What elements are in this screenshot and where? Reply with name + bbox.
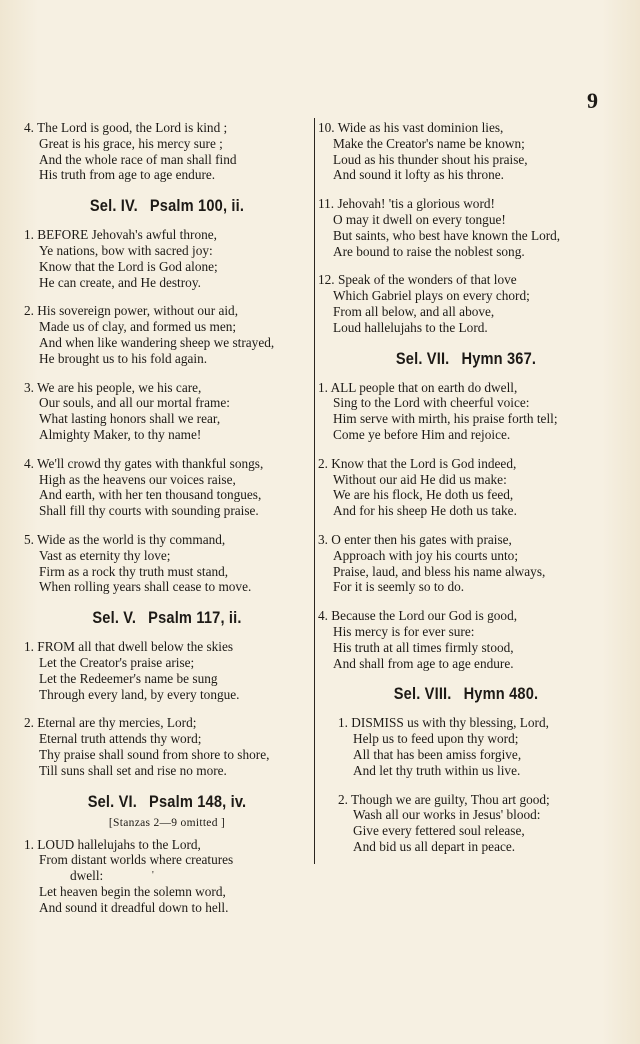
verse-line: Almighty Maker, to thy name! bbox=[39, 426, 202, 442]
selection-title: Psalm 148, iv. bbox=[149, 791, 247, 811]
verse-line: Praise, laud, and bless his name always, bbox=[333, 563, 546, 579]
verse-line: 2. His sovereign power, without our aid, bbox=[24, 303, 239, 319]
verse-line: And the whole race of man shall find bbox=[39, 151, 237, 167]
verse-line: His mercy is for ever sure: bbox=[333, 623, 475, 639]
verse-line: His truth at all times firmly stood, bbox=[333, 639, 514, 655]
verse-line: Give every fettered soul release, bbox=[353, 823, 525, 839]
selection-label: Sel. VII. bbox=[395, 348, 450, 368]
stanza bbox=[318, 715, 614, 778]
verse-line: 2. Eternal are thy mercies, Lord; bbox=[24, 715, 197, 731]
verse-line: We are his flock, He doth us feed, bbox=[333, 487, 514, 503]
printer-mark: ' bbox=[152, 870, 154, 881]
left-column bbox=[24, 120, 310, 928]
verse-line: 12. Speak of the wonders of that love bbox=[318, 272, 517, 288]
verse-line: Help us to feed upon thy word; bbox=[353, 731, 519, 747]
verse-line: Come ye before Him and rejoice. bbox=[333, 426, 511, 442]
selection-label: Sel. VIII. bbox=[393, 684, 452, 704]
verse-line: 5. Wide as the world is thy command, bbox=[24, 531, 226, 547]
verse-line: Are bound to raise the noblest song. bbox=[333, 243, 525, 259]
verse-line: 3. O enter then his gates with praise, bbox=[318, 531, 512, 547]
stanza bbox=[24, 532, 310, 595]
selection-title: Psalm 100, ii. bbox=[149, 196, 245, 216]
selection-heading bbox=[339, 684, 594, 704]
stanza bbox=[318, 272, 614, 335]
verse-line: When rolling years shall cease to move. bbox=[39, 579, 252, 595]
verse-line: What lasting honors shall we rear, bbox=[39, 411, 221, 427]
selection-heading bbox=[44, 608, 290, 628]
verse-line: 4. The Lord is good, the Lord is kind ; bbox=[24, 120, 228, 135]
verse-line: Shall fill thy courts with sounding praise. bbox=[39, 503, 259, 519]
verse-line: Firm as a rock thy truth must stand, bbox=[39, 563, 229, 579]
stanza bbox=[318, 456, 614, 519]
verse-line: Loud hallelujahs to the Lord. bbox=[333, 319, 488, 335]
verse-line: Know that the Lord is God alone; bbox=[39, 258, 218, 274]
selection-label: Sel. IV. bbox=[89, 196, 138, 216]
verse-line: Let the Redeemer's name be sung bbox=[39, 670, 218, 686]
verse-line: Till suns shall set and rise no more. bbox=[39, 762, 227, 778]
verse-line: And earth, with her ten thousand tongues, bbox=[39, 487, 262, 503]
stanza bbox=[24, 715, 310, 778]
verse-line: And sound it dreadful down to hell. bbox=[39, 899, 229, 915]
verse-line: High as the heavens our voices raise, bbox=[39, 471, 236, 487]
verse-line: But saints, who best have known the Lord, bbox=[333, 227, 561, 243]
stanza bbox=[24, 380, 310, 443]
verse-line: Approach with joy his courts unto; bbox=[333, 547, 519, 563]
stanza bbox=[24, 456, 310, 519]
verse-line: dwell: bbox=[70, 868, 104, 884]
stanza bbox=[24, 837, 310, 916]
verse-line: Ye nations, bow with sacred joy: bbox=[39, 242, 213, 258]
verse-line: 11. Jehovah! 'tis a glorious word! bbox=[318, 196, 495, 212]
stanza bbox=[318, 608, 614, 671]
verse-line: From distant worlds where creatures bbox=[39, 852, 234, 868]
verse-line: 4. Because the Lord our God is good, bbox=[318, 608, 518, 624]
verse-line: 2. Though we are guilty, Thou art good; bbox=[338, 791, 550, 807]
verse-line: 1. FROM all that dwell below the skies bbox=[24, 639, 234, 655]
verse-line: Sing to the Lord with cheerful voice: bbox=[333, 395, 530, 411]
selection-title: Psalm 117, ii. bbox=[148, 608, 242, 628]
stanza bbox=[24, 227, 310, 290]
verse-line: And bid us all depart in peace. bbox=[353, 838, 516, 854]
page-number: 9 bbox=[587, 88, 598, 113]
verse-line: Let the Creator's praise arise; bbox=[39, 654, 195, 670]
stanza-4-top bbox=[24, 120, 310, 183]
verse-line: From all below, and all above, bbox=[333, 303, 495, 319]
verse-line: Made us of clay, and formed us men; bbox=[39, 319, 237, 335]
verse-line: And for his sheep He doth us take. bbox=[333, 503, 517, 519]
verse-line: And let thy truth within us live. bbox=[353, 762, 521, 778]
verse-line: 2. Know that the Lord is God indeed, bbox=[318, 455, 517, 471]
stanza bbox=[318, 532, 614, 595]
stanza bbox=[24, 303, 310, 366]
selection-heading bbox=[44, 196, 290, 216]
verse-line: 10. Wide as his vast dominion lies, bbox=[318, 120, 504, 135]
verse-line: And sound it lofty as his throne. bbox=[333, 167, 505, 183]
selection-label: Sel. VI. bbox=[87, 791, 138, 811]
selection-title: Hymn 480. bbox=[463, 684, 539, 704]
verse-line: Vast as eternity thy love; bbox=[39, 547, 171, 563]
right-column bbox=[318, 120, 614, 868]
verse-line: O may it dwell on every tongue! bbox=[333, 211, 506, 227]
stanza bbox=[24, 639, 310, 702]
verse-line: Through every land, by every tongue. bbox=[39, 686, 240, 702]
verse-line: Eternal truth attends thy word; bbox=[39, 731, 202, 747]
verse-line: 1. LOUD hallelujahs to the Lord, bbox=[24, 836, 201, 852]
stanza bbox=[318, 792, 614, 855]
verse-line: Loud as his thunder shout his praise, bbox=[333, 151, 528, 167]
verse-line: 1. DISMISS us with thy blessing, Lord, bbox=[338, 715, 549, 731]
verse-line: His truth from age to age endure. bbox=[39, 167, 216, 183]
omission-note: [Stanzas 2—9 omitted ] bbox=[108, 816, 226, 829]
verse-line: And when like wandering sheep we strayed, bbox=[39, 334, 275, 350]
verse-line: Make the Creator's name be known; bbox=[333, 135, 525, 151]
selection-heading bbox=[44, 792, 290, 812]
verse-line: Our souls, and all our mortal frame: bbox=[39, 395, 230, 411]
verse-line: All that has been amiss forgive, bbox=[353, 746, 522, 762]
verse-line: Which Gabriel plays on every chord; bbox=[333, 288, 530, 304]
verse-line: Thy praise shall sound from shore to shore, bbox=[39, 746, 270, 762]
verse-line: Him serve with mirth, his praise forth tell; bbox=[333, 411, 558, 427]
stanza bbox=[318, 380, 614, 443]
verse-line: He can create, and He destroy. bbox=[39, 274, 201, 290]
verse-line: Great is his grace, his mercy sure ; bbox=[39, 135, 223, 151]
verse-line: 1. BEFORE Jehovah's awful throne, bbox=[24, 227, 217, 243]
selection-title: Hymn 367. bbox=[461, 348, 537, 368]
stanza bbox=[318, 196, 614, 259]
selection-label: Sel. V. bbox=[92, 608, 137, 628]
verse-line: 3. We are his people, we his care, bbox=[24, 379, 202, 395]
stanza bbox=[318, 120, 614, 183]
verse-line: Without our aid He did us make: bbox=[333, 471, 507, 487]
verse-line: And shall from age to age endure. bbox=[333, 655, 514, 671]
verse-line: Let heaven begin the solemn word, bbox=[39, 883, 226, 899]
verse-line: 4. We'll crowd thy gates with thankful songs, bbox=[24, 455, 264, 471]
verse-line: He brought us to his fold again. bbox=[39, 350, 208, 366]
selection-heading bbox=[339, 349, 594, 369]
verse-line: Wash all our works in Jesus' blood: bbox=[353, 807, 541, 823]
column-divider bbox=[314, 118, 315, 864]
verse-line: For it is seemly so to do. bbox=[333, 579, 465, 595]
verse-line: 1. ALL people that on earth do dwell, bbox=[318, 379, 518, 395]
